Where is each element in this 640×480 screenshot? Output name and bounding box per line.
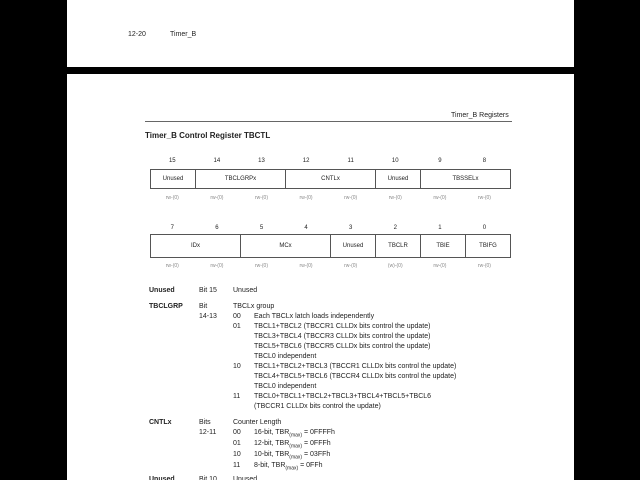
field-cntlx: CNTLx — [286, 170, 376, 189]
option-text: TBCL1+TBCL2+TBCL3 (TBCCR1 CLLDx bits control the update) — [254, 363, 457, 370]
option-code: 10 — [233, 363, 241, 370]
option-text: (TBCCR1 CLLDx bits control the update) — [254, 403, 381, 410]
desc-name-cntlx: CNTLx — [149, 419, 172, 426]
bit-number: 6 — [215, 225, 219, 231]
option-text: 12-bit, $TBR_{(max)}$ = 0FFFh — [254, 440, 331, 450]
register-table-high — [150, 169, 511, 189]
bit-number: 2 — [393, 225, 397, 231]
desc-text: Unused — [233, 287, 258, 294]
desc-bits: Bit — [199, 303, 208, 310]
field-tbclgrpx: TBCLGRPx — [196, 170, 286, 189]
bit-numbers-high — [150, 158, 507, 164]
previous-page — [67, 0, 574, 67]
bit-number: 7 — [170, 225, 174, 231]
option-code: 01 — [233, 440, 241, 447]
option-text: TBCL0 independent — [254, 383, 317, 390]
field-idx: IDx — [151, 235, 241, 258]
option-text: 8-bit, $TBR_{(max)} = 0FFh$ — [254, 462, 323, 472]
access-type: rw-(0) — [433, 195, 447, 201]
bit-number: 9 — [438, 158, 442, 164]
option-code: 00 — [233, 313, 241, 320]
access-type: rw-(0) — [210, 263, 224, 269]
desc-text: Unused — [233, 476, 258, 480]
access-type: rw-(0) — [254, 195, 269, 201]
option-text: TBCL0 independent — [254, 353, 317, 360]
access-type: rw-(0) — [344, 195, 358, 201]
bit-number: 0 — [482, 225, 487, 231]
page-number: 12-20 — [128, 31, 146, 38]
bit-number: 1 — [438, 225, 442, 231]
field-unused: Unused — [331, 235, 376, 258]
access-type: rw-(0) — [210, 195, 224, 201]
option-code: 10 — [233, 451, 241, 458]
desc-bits: Bit 10 — [199, 476, 217, 480]
bit-number: 4 — [304, 225, 308, 231]
desc-name-unused: Unused — [149, 287, 175, 294]
option-text: TBCL5+TBCL6 (TBCCR5 CLLDx bits control the update) — [254, 343, 431, 350]
desc-bits-range: 12-11 — [199, 429, 217, 436]
option-text: TBCL1+TBCL2 (TBCCR1 CLLDx bits control the update) — [254, 323, 431, 330]
bit-number: 15 — [168, 158, 176, 164]
desc-bits: Bit 15 — [199, 287, 217, 294]
register-title: Timer_B Control Register TBCTL — [145, 131, 271, 140]
field-unused: Unused — [376, 170, 421, 189]
option-text: TBCL0+TBCL1+TBCL2+TBCL3+TBCL4+TBCL5+TBCL6 — [254, 393, 432, 400]
access-type: rw-(0) — [344, 263, 358, 269]
access-type: rw-(0) — [165, 195, 179, 201]
desc-text: TBCLx group — [233, 303, 275, 310]
option-text: 16-bit, $TBR_{(max)}$ = 0FFFFh — [254, 429, 335, 439]
bit-number: 3 — [349, 225, 353, 231]
field-tbifg: TBIFG — [466, 235, 511, 258]
bit-number: 10 — [391, 158, 399, 164]
option-text: 10-bit, $TBR_{(max)} = 03FFh$ — [254, 451, 331, 461]
bit-number: 14 — [213, 158, 221, 164]
access-type: rw-(0) — [299, 263, 313, 269]
bit-number: 8 — [482, 158, 487, 164]
field-tbclr: TBCLR — [376, 235, 421, 258]
access-type: rw-(0) — [477, 195, 491, 201]
field-unused: Unused — [151, 170, 196, 189]
bit-number: 12 — [302, 158, 310, 164]
field-mcx: MCx — [241, 235, 331, 258]
access-row-high — [150, 195, 507, 201]
option-text: TBCL3+TBCL4 (TBCCR3 CLLDx bits control the update) — [254, 333, 431, 340]
access-type: rw-(0) — [388, 195, 402, 201]
option-text: TBCL4+TBCL5+TBCL6 (TBCCR4 CLLDx bits control the update) — [254, 373, 457, 380]
bit-number: 13 — [258, 158, 265, 164]
access-type: rw-(0) — [433, 263, 447, 269]
running-title: Timer_B Registers — [451, 112, 509, 119]
option-code: 01 — [233, 323, 241, 330]
document-page — [67, 74, 574, 480]
access-type: (w)-(0) — [387, 263, 403, 269]
bit-numbers-low — [150, 225, 507, 231]
header-rule — [145, 121, 512, 122]
access-type: rw-(0) — [165, 263, 179, 269]
desc-text: Counter Length — [233, 419, 282, 426]
desc-bits: Bits — [199, 419, 211, 426]
desc-name-unused: Unused — [149, 476, 175, 480]
access-type: rw-(0) — [477, 263, 491, 269]
access-type: rw-(0) — [299, 195, 313, 201]
access-type: rw-(0) — [254, 263, 269, 269]
desc-name-tbclgrp: TBCLGRP — [149, 303, 183, 310]
bit-number: 11 — [347, 158, 354, 164]
chapter-name: Timer_B — [170, 31, 197, 38]
option-code: 11 — [233, 462, 241, 469]
option-code: 00 — [233, 429, 241, 436]
register-table-low — [150, 234, 511, 258]
access-row-low — [150, 263, 507, 269]
bit-number: 5 — [259, 225, 264, 231]
field-tbie: TBIE — [421, 235, 466, 258]
field-tbsselx: TBSSELx — [421, 170, 511, 189]
option-code: 11 — [233, 393, 241, 400]
desc-bits-range: 14-13 — [199, 313, 217, 320]
option-text: Each TBCLx latch loads independently — [254, 313, 375, 320]
